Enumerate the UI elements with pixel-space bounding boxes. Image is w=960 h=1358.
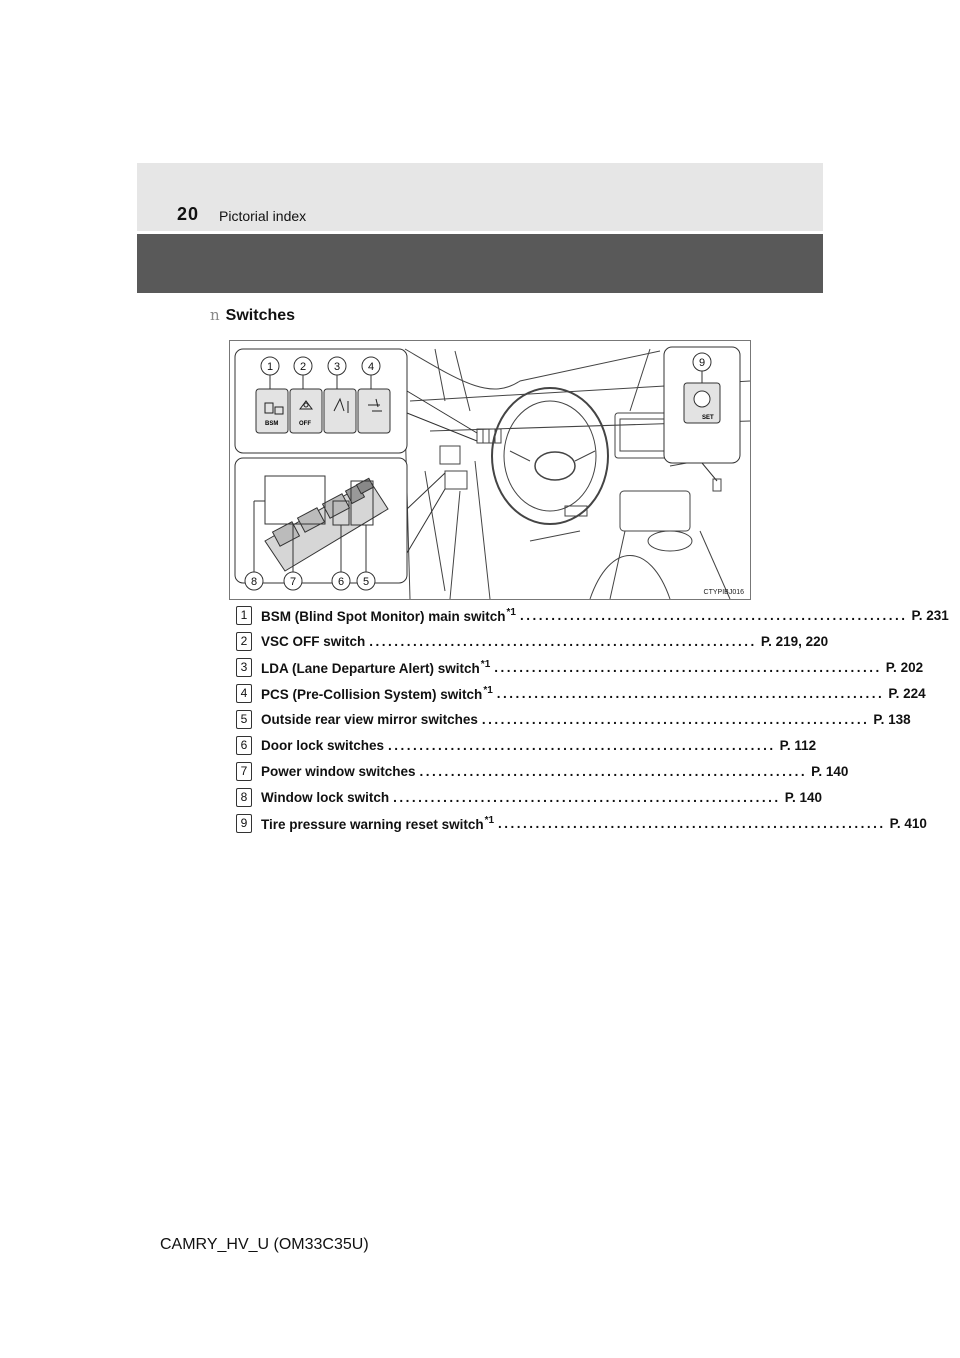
set-switch-label: SET xyxy=(702,415,714,421)
dot-leader: .............................................................. xyxy=(369,633,757,649)
item-label: BSM (Blind Spot Monitor) main switch$^{*1}$ xyxy=(261,606,516,624)
page-reference[interactable]: P. 138 xyxy=(873,711,911,727)
item-number: 6 xyxy=(236,736,252,755)
list-item xyxy=(236,654,924,680)
heading-marker: n xyxy=(210,306,220,324)
page-reference[interactable]: P. 112 xyxy=(779,737,817,753)
callout-5: 5 xyxy=(362,576,370,588)
vsc-switch-label: OFF xyxy=(299,421,311,427)
item-number: 8 xyxy=(236,788,252,807)
dot-leader: .............................................................. xyxy=(496,685,885,701)
callout-7: 7 xyxy=(289,576,297,588)
page-reference[interactable]: P. 140 xyxy=(784,789,822,805)
item-number: 5 xyxy=(236,710,252,729)
list-item xyxy=(236,628,829,654)
callout-6: 6 xyxy=(337,576,345,588)
page-reference[interactable]: P. 410 xyxy=(889,815,927,831)
item-label: VSC OFF switch xyxy=(261,633,366,649)
page-reference[interactable]: P. 224 xyxy=(888,685,926,701)
dot-leader: .............................................................. xyxy=(498,815,886,831)
dot-leader: .............................................................. xyxy=(481,711,870,727)
header-dark-band xyxy=(137,234,823,293)
item-label: Tire pressure warning reset switch$^{*1}$ xyxy=(261,814,495,832)
callout-1: 1 xyxy=(266,361,274,373)
item-number: 7 xyxy=(236,762,252,781)
document-footer: CAMRY_HV_U (OM33C35U) xyxy=(160,1236,369,1253)
item-label: PCS (Pre-Collision System) switch$^{*1}$ xyxy=(261,684,493,702)
list-item xyxy=(236,732,817,758)
page-reference[interactable]: P. 219, 220 xyxy=(760,633,829,649)
dot-leader: .............................................................. xyxy=(494,659,882,675)
dot-leader: .............................................................. xyxy=(393,789,781,805)
heading-title: Switches xyxy=(225,307,296,324)
dot-leader: .............................................................. xyxy=(419,763,808,779)
item-number: 1 xyxy=(236,606,252,625)
section-title: Pictorial index xyxy=(219,208,307,224)
callout-2: 2 xyxy=(299,361,307,373)
bsm-switch-label: BSM xyxy=(265,421,279,427)
switches-illustration xyxy=(229,340,751,600)
list-item xyxy=(236,758,849,784)
item-number: 3 xyxy=(236,658,252,677)
page-reference[interactable]: P. 231 xyxy=(911,607,949,623)
item-number: 9 xyxy=(236,814,252,833)
dot-leader: .............................................................. xyxy=(388,737,776,753)
list-item xyxy=(236,602,949,628)
callout-9: 9 xyxy=(698,357,706,369)
page-reference[interactable]: P. 202 xyxy=(885,659,924,675)
list-item xyxy=(236,810,927,836)
item-label: Power window switches xyxy=(261,763,416,779)
callout-4: 4 xyxy=(367,361,375,373)
item-label: LDA (Lane Departure Alert) switch$^{*1}$ xyxy=(261,658,491,676)
dashboard-drawing xyxy=(230,341,750,599)
figure-code: CTYPIBJ016 xyxy=(703,589,744,596)
section-heading xyxy=(210,306,295,325)
list-item xyxy=(236,784,822,810)
item-label: Door lock switches xyxy=(261,737,385,753)
page-reference[interactable]: P. 140 xyxy=(811,763,849,779)
callout-8: 8 xyxy=(250,576,258,588)
dot-leader: .............................................................. xyxy=(519,607,908,623)
callout-3: 3 xyxy=(333,361,341,373)
item-number: 4 xyxy=(236,684,252,703)
item-label: Outside rear view mirror switches xyxy=(261,711,478,727)
page-number: 20 xyxy=(177,204,200,224)
item-number: 2 xyxy=(236,632,252,651)
list-item xyxy=(236,680,926,706)
list-item xyxy=(236,706,911,732)
switch-index-list xyxy=(236,602,949,836)
item-label: Window lock switch xyxy=(261,789,390,805)
